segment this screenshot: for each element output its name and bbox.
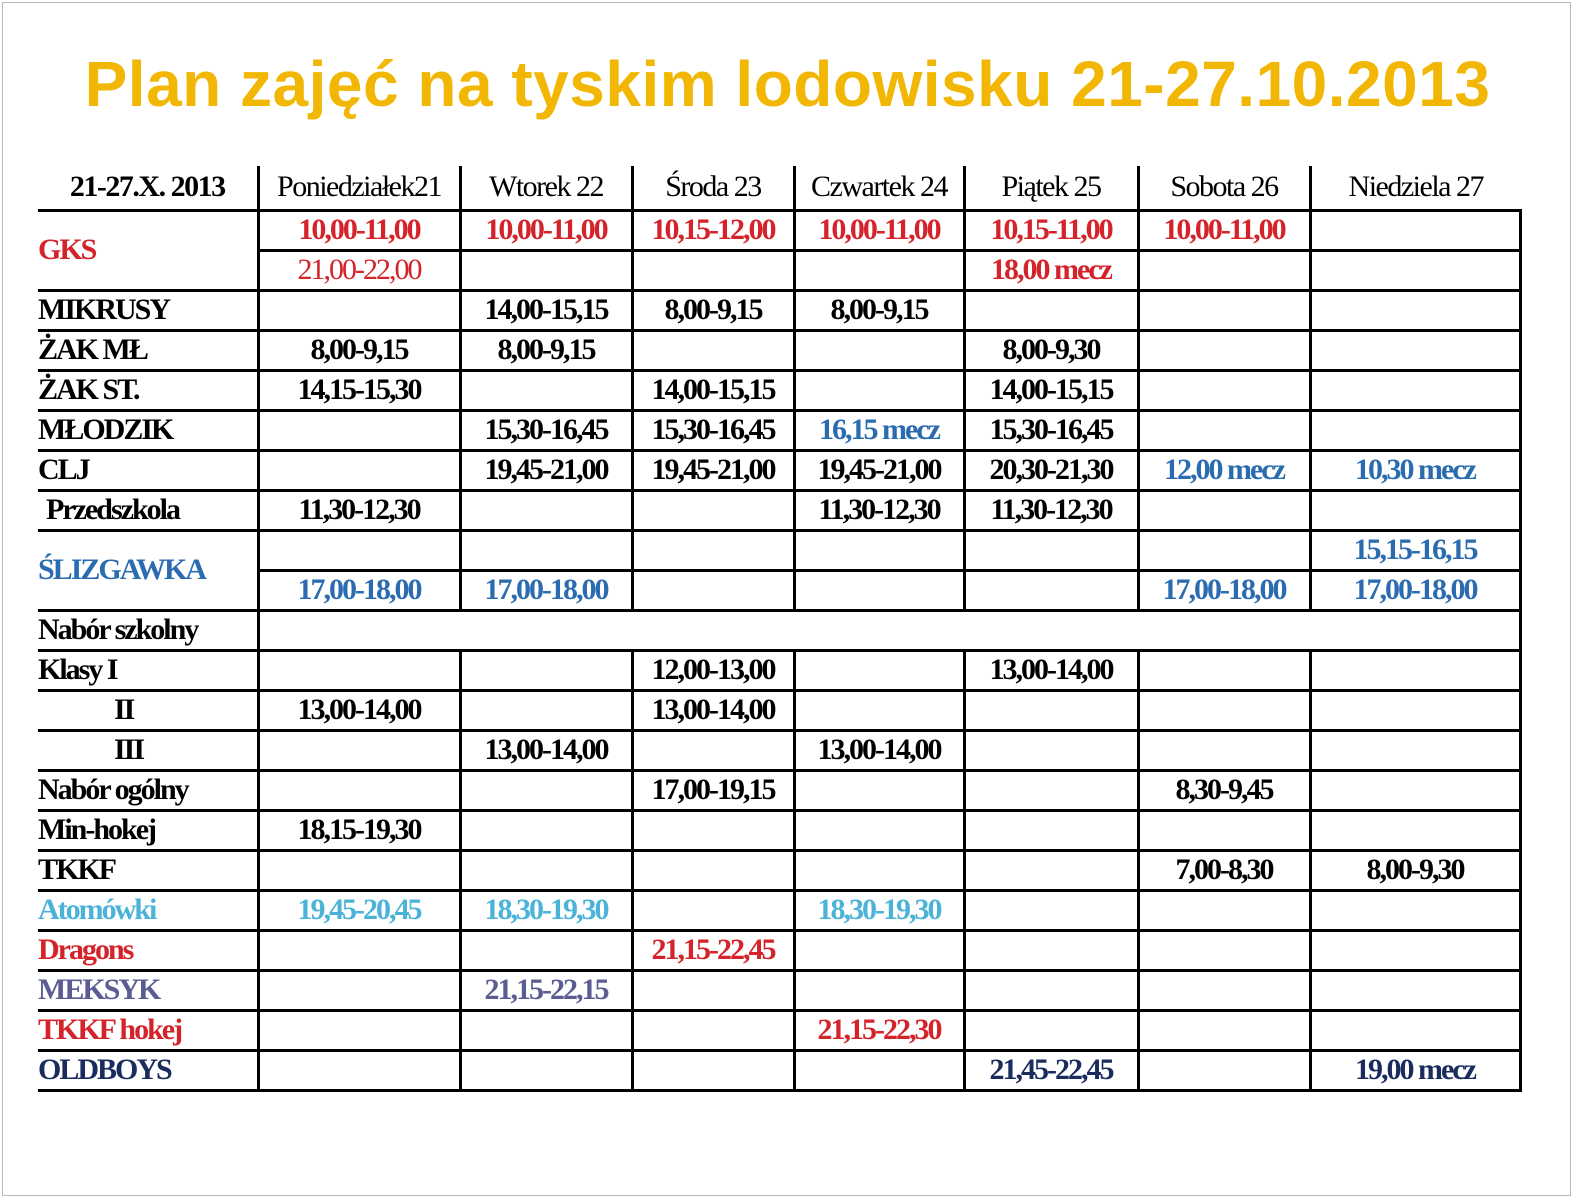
schedule-cell: 16,15 mecz	[794, 410, 964, 450]
header-day: Środa 23	[632, 166, 794, 210]
schedule-cell	[258, 450, 460, 490]
schedule-cell	[1310, 1010, 1520, 1050]
table-row	[38, 890, 1520, 930]
schedule-cell: 8,00-9,30	[964, 330, 1138, 370]
table-row	[38, 930, 1520, 970]
row-label: Nabór szkolny	[38, 610, 258, 650]
schedule-cell	[1138, 490, 1310, 530]
row-label: Atomówki	[38, 890, 258, 930]
schedule-cell	[964, 570, 1138, 610]
schedule-cell	[1310, 690, 1520, 730]
row-label: ŻAK ST.	[38, 370, 258, 410]
row-label: Klasy I	[38, 650, 258, 690]
schedule-cell	[632, 1050, 794, 1090]
table-row	[38, 730, 1520, 770]
schedule-cell: 10,00-11,00	[1138, 210, 1310, 250]
schedule-cell	[794, 930, 964, 970]
schedule-cell	[794, 530, 964, 570]
page-title: Plan zajęć na tyskim lodowisku 21-27.10.2013	[84, 48, 1491, 120]
schedule-cell: 12,00 mecz	[1138, 450, 1310, 490]
header-date-range: 21-27.X. 2013	[38, 166, 258, 210]
schedule-cell: 14,00-15,15	[460, 290, 632, 330]
header-day: Piątek 25	[964, 166, 1138, 210]
schedule-cell	[258, 930, 460, 970]
row-label: MIKRUSY	[38, 290, 258, 330]
schedule-cell	[1310, 210, 1520, 250]
schedule-cell	[1310, 370, 1520, 410]
table-row	[38, 450, 1520, 490]
schedule-cell	[460, 930, 632, 970]
schedule-cell	[258, 770, 460, 810]
schedule-cell	[632, 810, 794, 850]
header-day: Czwartek 24	[794, 166, 964, 210]
schedule-cell	[460, 850, 632, 890]
schedule-cell: 18,00 mecz	[964, 250, 1138, 290]
schedule-cell	[258, 1010, 460, 1050]
row-label: Dragons	[38, 930, 258, 970]
schedule-cell	[460, 250, 632, 290]
schedule-cell	[1138, 330, 1310, 370]
schedule-cell: 17,00-18,00	[460, 570, 632, 610]
schedule-cell	[1138, 370, 1310, 410]
row-label: Nabór ogólny	[38, 770, 258, 810]
schedule-cell	[460, 1010, 632, 1050]
schedule-cell: 8,00-9,15	[258, 330, 460, 370]
table-row	[38, 570, 1520, 610]
schedule-cell	[258, 410, 460, 450]
schedule-cell	[632, 890, 794, 930]
schedule-cell	[1138, 290, 1310, 330]
table-row	[38, 490, 1520, 530]
schedule-cell: 8,00-9,15	[460, 330, 632, 370]
schedule-cell: 10,30 mecz	[1310, 450, 1520, 490]
schedule-cell	[1138, 410, 1310, 450]
schedule-cell	[1138, 890, 1310, 930]
schedule-cell: 19,45-20,45	[258, 890, 460, 930]
table-row	[38, 650, 1520, 690]
schedule-cell: 8,00-9,15	[794, 290, 964, 330]
schedule-cell	[1138, 930, 1310, 970]
schedule-cell	[1138, 690, 1310, 730]
schedule-cell	[460, 770, 632, 810]
schedule-cell	[794, 770, 964, 810]
schedule-cell: 12,00-13,00	[632, 650, 794, 690]
schedule-cell	[632, 730, 794, 770]
schedule-cell: 11,30-12,30	[794, 490, 964, 530]
schedule-cell	[964, 730, 1138, 770]
schedule-cell: 11,30-12,30	[258, 490, 460, 530]
schedule-cell	[964, 690, 1138, 730]
schedule-cell	[1310, 290, 1520, 330]
schedule-cell	[794, 1050, 964, 1090]
row-label: Min-hokej	[38, 810, 258, 850]
schedule-cell	[1310, 330, 1520, 370]
schedule-cell	[794, 650, 964, 690]
table-row	[38, 250, 1520, 290]
table-row	[38, 290, 1520, 330]
schedule-cell: 17,00-19,15	[632, 770, 794, 810]
table-row	[38, 690, 1520, 730]
schedule-cell: 15,30-16,45	[460, 410, 632, 450]
schedule-cell	[258, 850, 460, 890]
schedule-cell: 8,00-9,30	[1310, 850, 1520, 890]
schedule-cell	[1310, 650, 1520, 690]
row-label: GKS	[38, 210, 258, 290]
table-row	[38, 970, 1520, 1010]
schedule-cell: 19,00 mecz	[1310, 1050, 1520, 1090]
row-label: ŚLIZGAWKA	[38, 530, 258, 610]
schedule-cell	[632, 330, 794, 370]
schedule-cell	[460, 690, 632, 730]
table-row	[38, 810, 1520, 850]
schedule-cell	[1310, 890, 1520, 930]
schedule-cell	[964, 930, 1138, 970]
schedule-cell: 20,30-21,30	[964, 450, 1138, 490]
schedule-cell	[632, 1010, 794, 1050]
schedule-cell-span	[258, 610, 1520, 650]
schedule-cell	[794, 370, 964, 410]
schedule-cell	[964, 850, 1138, 890]
schedule-cell	[632, 250, 794, 290]
schedule-cell	[1138, 1050, 1310, 1090]
schedule-cell: 21,15-22,45	[632, 930, 794, 970]
schedule-cell	[258, 650, 460, 690]
schedule-cell	[1310, 410, 1520, 450]
schedule-cell: 10,00-11,00	[258, 210, 460, 250]
schedule-cell: 15,30-16,45	[964, 410, 1138, 450]
schedule-cell: 19,45-21,00	[460, 450, 632, 490]
schedule-cell: 17,00-18,00	[258, 570, 460, 610]
schedule-cell	[258, 730, 460, 770]
schedule-cell	[632, 570, 794, 610]
row-label: II	[38, 690, 258, 730]
schedule-cell	[964, 530, 1138, 570]
row-label: III	[38, 730, 258, 770]
header-row	[38, 166, 1520, 210]
table-row	[38, 330, 1520, 370]
schedule-cell	[632, 850, 794, 890]
schedule-cell: 10,00-11,00	[460, 210, 632, 250]
schedule-cell: 13,00-14,00	[632, 690, 794, 730]
schedule-cell: 18,30-19,30	[460, 890, 632, 930]
schedule-cell: 7,00-8,30	[1138, 850, 1310, 890]
schedule-cell	[1138, 1010, 1310, 1050]
schedule-cell	[794, 970, 964, 1010]
schedule-cell	[258, 1050, 460, 1090]
schedule-cell	[964, 810, 1138, 850]
schedule-cell: 8,00-9,15	[632, 290, 794, 330]
header-day: Poniedziałek21	[258, 166, 460, 210]
schedule-cell	[1310, 490, 1520, 530]
schedule-cell	[794, 330, 964, 370]
schedule-cell	[258, 290, 460, 330]
schedule-cell: 15,15-16,15	[1310, 530, 1520, 570]
schedule-cell: 19,45-21,00	[632, 450, 794, 490]
schedule-cell: 21,15-22,30	[794, 1010, 964, 1050]
schedule-cell	[794, 570, 964, 610]
schedule-cell	[460, 650, 632, 690]
header-day: Sobota 26	[1138, 166, 1310, 210]
schedule-cell	[1138, 650, 1310, 690]
schedule-cell	[460, 1050, 632, 1090]
schedule-cell	[1310, 770, 1520, 810]
table-row	[38, 850, 1520, 890]
schedule-cell	[1138, 250, 1310, 290]
schedule-table	[38, 166, 1522, 1092]
schedule-cell: 13,00-14,00	[794, 730, 964, 770]
schedule-cell: 21,00-22,00	[258, 250, 460, 290]
schedule-cell	[794, 850, 964, 890]
schedule-cell	[964, 770, 1138, 810]
header-day: Wtorek 22	[460, 166, 632, 210]
schedule-cell: 8,30-9,45	[1138, 770, 1310, 810]
schedule-cell	[460, 490, 632, 530]
table-row	[38, 1010, 1520, 1050]
schedule-cell	[1138, 530, 1310, 570]
schedule-cell: 17,00-18,00	[1138, 570, 1310, 610]
row-label: OLDBOYS	[38, 1050, 258, 1090]
schedule-cell	[1138, 810, 1310, 850]
schedule-cell	[632, 530, 794, 570]
table-row	[38, 210, 1520, 250]
schedule-cell	[1310, 730, 1520, 770]
schedule-cell	[460, 530, 632, 570]
schedule-cell: 18,15-19,30	[258, 810, 460, 850]
schedule-cell	[794, 250, 964, 290]
row-label: MEKSYK	[38, 970, 258, 1010]
schedule-cell: 14,15-15,30	[258, 370, 460, 410]
row-label: Przedszkola	[38, 490, 258, 530]
schedule-cell	[964, 290, 1138, 330]
schedule-cell: 19,45-21,00	[794, 450, 964, 490]
schedule-cell	[964, 890, 1138, 930]
schedule-cell: 14,00-15,15	[964, 370, 1138, 410]
schedule-cell	[964, 1010, 1138, 1050]
schedule-cell	[460, 810, 632, 850]
row-label: TKKF	[38, 850, 258, 890]
schedule-cell	[1310, 810, 1520, 850]
schedule-cell: 13,00-14,00	[964, 650, 1138, 690]
schedule-cell: 21,15-22,15	[460, 970, 632, 1010]
schedule-cell	[632, 970, 794, 1010]
schedule-cell: 10,15-11,00	[964, 210, 1138, 250]
schedule-cell	[1310, 930, 1520, 970]
schedule-cell: 13,00-14,00	[258, 690, 460, 730]
schedule-cell: 10,00-11,00	[794, 210, 964, 250]
schedule-cell: 14,00-15,15	[632, 370, 794, 410]
schedule-cell	[258, 530, 460, 570]
header-day: Niedziela 27	[1310, 166, 1520, 210]
schedule-cell	[1310, 970, 1520, 1010]
row-label: MŁODZIK	[38, 410, 258, 450]
table-row	[38, 1050, 1520, 1090]
schedule-cell: 21,45-22,45	[964, 1050, 1138, 1090]
table-row	[38, 770, 1520, 810]
schedule-cell: 18,30-19,30	[794, 890, 964, 930]
schedule-cell	[258, 970, 460, 1010]
table-row	[38, 410, 1520, 450]
schedule-cell: 17,00-18,00	[1310, 570, 1520, 610]
schedule-cell	[964, 970, 1138, 1010]
table-row	[38, 370, 1520, 410]
schedule-cell	[794, 690, 964, 730]
row-label: ŻAK MŁ	[38, 330, 258, 370]
schedule-body	[38, 166, 1520, 1090]
schedule-cell	[794, 810, 964, 850]
row-label: TKKF hokej	[38, 1010, 258, 1050]
schedule-cell	[632, 490, 794, 530]
schedule-cell: 13,00-14,00	[460, 730, 632, 770]
schedule-cell	[1138, 970, 1310, 1010]
schedule-cell	[1310, 250, 1520, 290]
schedule-cell: 10,15-12,00	[632, 210, 794, 250]
schedule-cell	[1138, 730, 1310, 770]
schedule-cell	[460, 370, 632, 410]
row-label: CLJ	[38, 450, 258, 490]
schedule-cell: 11,30-12,30	[964, 490, 1138, 530]
table-row	[38, 610, 1520, 650]
table-row	[38, 530, 1520, 570]
schedule-cell: 15,30-16,45	[632, 410, 794, 450]
